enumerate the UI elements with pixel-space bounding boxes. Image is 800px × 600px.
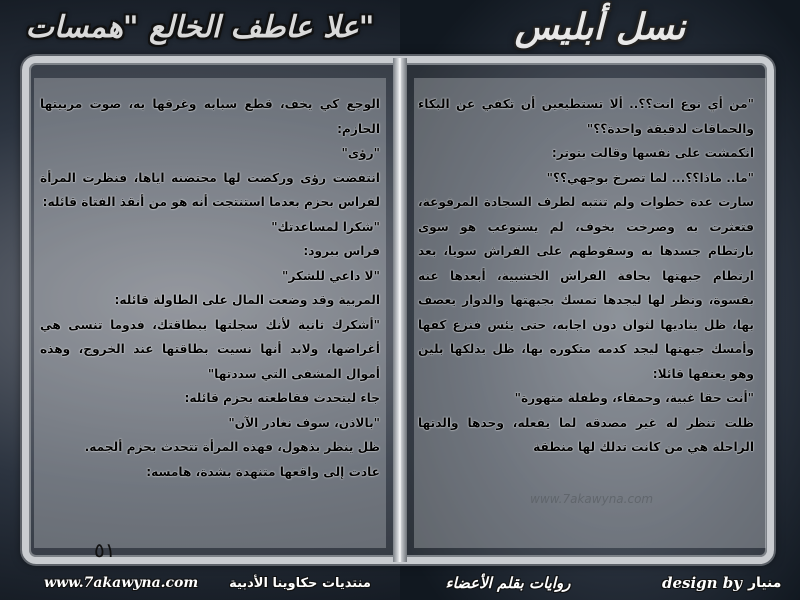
paragraph: "رؤى" — [341, 146, 380, 160]
paragraph: "شكرا لمساعدتك" — [271, 219, 380, 234]
paragraph: "ما.. ماذا؟؟... لما تصرخ بوجهي؟؟" — [546, 170, 754, 185]
site-watermark: www.7akawyna.com — [530, 492, 654, 506]
paragraph: "بالاذن، سوف نغادر الآن" — [228, 415, 380, 430]
footer-forum-name: منتديات حكاوينا الأدبية — [229, 575, 371, 591]
paragraph: سارت عدة خطوات ولم تنتبه لطرف السجادة المرفوعة، فتعثرت به وصرخت بخوف، لم يستوعب هو سوى بارتطام جسدها به وسقوطهم على الفراش سويا، بعد ارتطام جبهتها بحافة الفراش الخشبية، أبعدها عنه بقسوة، ونظر لها ليجدها تمسك بجبهتها والدوار يعصف بها، ظل يناديها لثوان دون اجابه، حتى يئس فنزع كفها وأمسك جبهتها ليجد كدمه متكوره بها، ظل يدلكها بلين وهو يعنفها قائلا: — [418, 195, 754, 381]
paragraph: المربية وقد وضعت المال على الطاولة قائله: — [114, 293, 380, 307]
right-page-text — [418, 92, 754, 460]
paragraph: فراس ببرود: — [303, 244, 380, 258]
paragraph: "أنت حقا غبية، وحمقاء، وطفلة متهورة" — [514, 391, 754, 405]
footer-series-name: روايات بقلم الأعضاء — [445, 574, 571, 592]
paragraph: جاء ليتحدث فقاطعته بحزم قائله: — [184, 391, 380, 405]
paragraph: "من أي نوع انت؟؟.. ألا تستطيعين أن تكفي عن البكاء والحماقات لدقيقة واحدة؟؟" — [418, 97, 754, 136]
footer-designer-name: منيار — [748, 575, 782, 591]
paragraph: انتفضت رؤى وركضت لها محتضنه اياها، فنظرت المرأة لفراس بحزم بعدما استنتجت أنه هو من أنقذ الفتاة قائله: — [40, 170, 380, 209]
footer-site-url: www.7akawyna.com — [44, 575, 199, 591]
paragraph: انكمشت على نفسها وقالت بتوتر: — [551, 146, 754, 160]
paragraph: الوجع كي يخف، قطع سبابه وغرقها به، صوت مربيتها الحازم: — [40, 97, 380, 136]
paragraph: ظل ينظر بذهول، فهذه المرأة تتحدث بحزم ألجمه. — [84, 440, 380, 454]
footer-design-label: design by — [662, 574, 742, 592]
paragraph: ظلت تنظر له غير مصدقه لما يفعله، وحدها والدتها الراحلة هي من كانت تدلك لها منطقة — [418, 415, 754, 454]
left-page-text — [40, 92, 380, 484]
page-number: ٥١ — [94, 538, 116, 562]
paragraph: "لا داعي للشكر" — [282, 268, 380, 283]
novel-title: نسل أبليس — [514, 6, 686, 48]
paragraph: "أشكرك ثانية لأنك سجلتها ببطاقتك، فدوما تنسى هي أغراضها، ولابد أنها نسيت بطاقتها عند الخروج، وهذه أموال المشفى التي سددتها" — [40, 317, 380, 381]
paragraph: عادت إلى واقعها متنهدة بشدة، هامسه: — [146, 464, 380, 479]
author-title: "علا عاطف الخالع "همسات — [25, 9, 375, 45]
book-spine — [393, 58, 407, 562]
